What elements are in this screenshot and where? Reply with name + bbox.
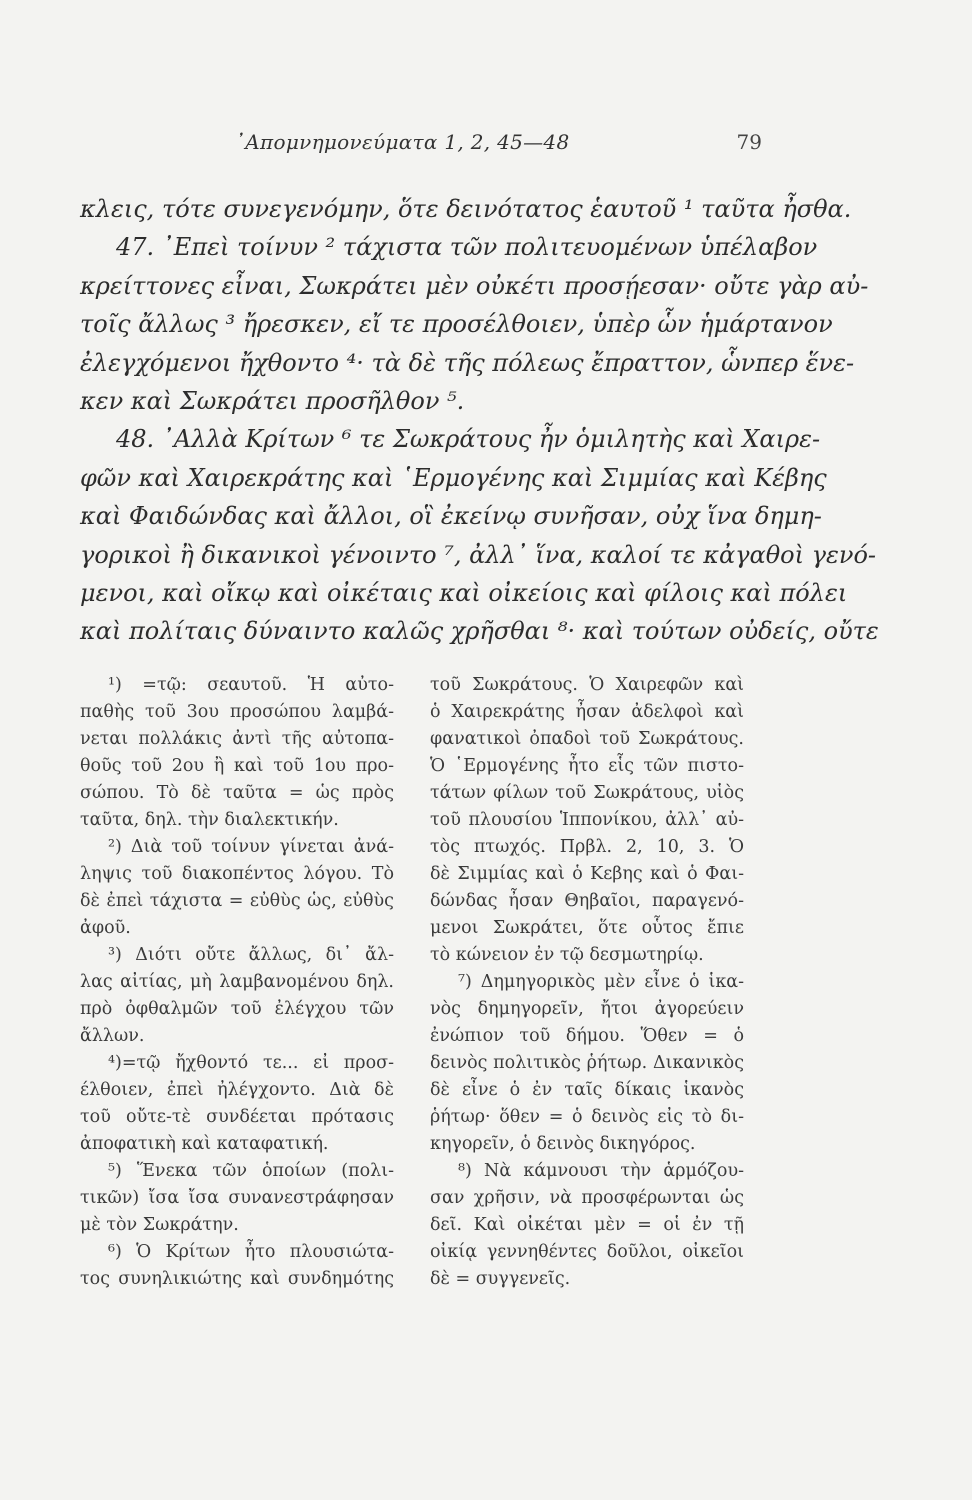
footnote-line: δὲ ἐπεὶ τάχιστα = εὐθὺς ὡς, εὐθὺς [80, 891, 394, 911]
footnote-line: παθὴς τοῦ 3ου προσώπου λαμβά- [80, 702, 394, 722]
footnote-line: νεται πολλάκις ἀντὶ τῆς αὐτοπα- [80, 729, 394, 749]
main-text-line: μενοι, καὶ οἴκῳ καὶ οἰκέταις καὶ οἰκείοις καὶ φίλοις καὶ πόλει [80, 578, 848, 607]
footnotes-left-column [80, 672, 394, 1293]
footnote-line: σαν χρῆσιν, νὰ προσφέρωνται ὡς [430, 1188, 744, 1208]
main-text-line: καὶ Φαιδώνδας καὶ ἄλλοι, οἳ ἐκείνῳ συνῆσαν, οὐχ ἵνα δημη- [80, 502, 822, 531]
footnote-line: δὲ = συγγενεῖς. [430, 1269, 571, 1289]
footnote-line: έλθοιεν, ἐπεὶ ἠλέγχοντο. Διὰ δὲ [80, 1080, 394, 1100]
footnote-line: σώπου. Τὸ δὲ ταῦτα = ὡς πρὸς [80, 783, 394, 803]
footnote-line: θοῦς τοῦ 2ου ἢ καὶ τοῦ 1ου προ- [80, 756, 394, 776]
footnote-line: ⁸) Νὰ κάμνουσι τὴν ἁρμόζου- [458, 1161, 744, 1181]
footnote-line: ταῦτα, δηλ. τὴν διαλεκτικήν. [80, 810, 339, 830]
footnote-line: ¹) =τῷ: σεαυτοῦ. Ἡ αὐτο- [108, 675, 394, 695]
footnote-line: ὁ Χαιρεκράτης ἦσαν ἀδελφοὶ καὶ [430, 702, 744, 722]
page-number: 79 [736, 130, 762, 154]
footnote-line: δεῖ. Καὶ οἰκέται μὲν = οἱ ἐν τῇ [430, 1215, 744, 1235]
footnote-line: οἰκίᾳ γεννηθέντες δοῦλοι, οἰκεῖοι [430, 1242, 744, 1262]
footnote-line: τικῶν) ἴσα ἴσα συνανεστράφησαν [80, 1188, 394, 1208]
footnote-line: ἀφοῦ. [80, 918, 131, 938]
footnote-line: μενοι Σωκράτει, ὅτε οὗτος ἔπιε [430, 918, 744, 938]
footnote-line: κηγορεῖν, ὁ δεινὸς δικηγόρος. [430, 1134, 696, 1154]
footnote-line: δὲ εἶνε ὁ ἐν ταῖς δίκαις ἱκανὸς [430, 1080, 744, 1100]
footnote-line: ῥήτωρ· ὅθεν = ὁ δεινὸς εἰς τὸ δι- [430, 1107, 744, 1127]
main-text-line: 48. ᾽Αλλὰ Κρίτων ⁶ τε Σωκράτους ἦν ὁμιλητὴς καὶ Χαιρε- [116, 425, 821, 454]
footnote-line: ²) Διὰ τοῦ τοίνυν γίνεται ἀνά- [108, 837, 394, 857]
footnote-line: τοῦ οὔτε-τὲ συνδέεται πρότασις [80, 1107, 394, 1127]
footnote-line: δώνδας ἦσαν Θηβαῖοι, παραγενό- [430, 891, 744, 911]
footnote-line: πρὸ ὀφθαλμῶν τοῦ ἐλέγχου τῶν [80, 999, 394, 1019]
footnote-line: τάτων φίλων τοῦ Σωκράτους, υἱὸς [430, 783, 744, 803]
main-text-line: 47. ᾽Επεὶ τοίνυν ² τάχιστα τῶν πολιτευομένων ὑπέλαβον [116, 233, 818, 262]
footnote-line: μὲ τὸν Σωκράτην. [80, 1215, 239, 1235]
footnote-line: δὲ Σιμμίας καὶ ὁ Κεβης καὶ ὁ Φαι- [430, 864, 744, 884]
footnote-line: ⁶) Ὁ Κρίτων ἦτο πλουσιώτα- [108, 1242, 394, 1262]
running-head [80, 130, 762, 160]
main-text-line: κεν καὶ Σωκράτει προσῆλθον ⁵. [80, 386, 465, 415]
main-text-line: ἐλεγχόμενοι ἤχθοντο ⁴· τὰ δὲ τῆς πόλεως ἔπραττον, ὧνπερ ἕνε- [80, 348, 855, 377]
footnote-line: ἀποφατικὴ καὶ καταφατική. [80, 1134, 329, 1154]
footnote-line: δεινὸς πολιτικὸς ῥήτωρ. Δικανικὸς [430, 1053, 744, 1073]
main-text-line: τοῖς ἄλλως ³ ἤρεσκεν, εἴ τε προσέλθοιεν, ὑπὲρ ὧν ἡμάρτανον [80, 310, 833, 339]
running-head-title: ᾽Απομνημονεύματα 1, 2, 45—48 [235, 130, 570, 154]
footnote-line: νὸς δημηγορεῖν, ἤτοι ἀγορεύειν [430, 999, 744, 1019]
footnotes [80, 672, 764, 1312]
footnote-line: Ὁ ῾Ερμογένης ἦτο εἷς τῶν πιστο- [430, 756, 744, 776]
footnotes-right-column [430, 672, 744, 1293]
footnote-line: τος συνηλικιώτης καὶ συνδημότης [80, 1269, 394, 1289]
main-text-line: κλεις, τότε συνεγενόμην, ὅτε δεινότατος ἑαυτοῦ ¹ ταῦτα ἦσθα. [80, 195, 852, 223]
footnote-line: φανατικοὶ ὀπαδοὶ τοῦ Σωκράτους. [430, 729, 744, 749]
footnote-line: ἄλλων. [80, 1026, 145, 1046]
footnote-line: τοῦ πλουσίου Ἱππονίκου, ἀλλ᾽ αὐ- [430, 810, 744, 830]
main-text [80, 190, 879, 651]
footnote-line: τὸ κώνειον ἐν τῷ δεσμωτηρίῳ. [430, 945, 704, 965]
main-text-line: γορικοὶ ἢ δικανικοὶ γένοιντο ⁷, ἀλλ᾽ ἵνα, καλοί τε κἀγαθοὶ γενό- [80, 540, 877, 569]
main-text-line: καὶ πολίταις δύναιντο καλῶς χρῆσθαι ⁸· καὶ τούτων οὐδείς, οὔτε [80, 617, 879, 646]
footnote-line: ⁷) Δημηγορικὸς μὲν εἶνε ὁ ἱκα- [458, 972, 744, 992]
footnote-line: τὸς πτωχός. Πρβλ. 2, 10, 3. Ὁ [430, 837, 744, 857]
footnote-line: τοῦ Σωκράτους. Ὁ Χαιρεφῶν καὶ [430, 675, 744, 695]
main-text-line: κρείττονες εἶναι, Σωκράτει μὲν οὐκέτι προσῄεσαν· οὔτε γὰρ αὐ- [80, 271, 869, 300]
footnote-line: ³) Διότι οὔτε ἄλλως, δι᾽ ἄλ- [108, 945, 394, 965]
footnote-line: ⁴)=τῷ ἤχθοντό τε... εἰ προσ- [108, 1053, 394, 1073]
footnote-line: λας αἰτίας, μὴ λαμβανομένου δηλ. [80, 972, 394, 992]
footnote-line: ἐνώπιον τοῦ δήμου. Ὅθεν = ὁ [430, 1026, 744, 1046]
footnote-line: ληψις τοῦ διακοπέντος λόγου. Τὸ [80, 864, 394, 884]
main-text-line: φῶν καὶ Χαιρεκράτης καὶ ῾Ερμογένης καὶ Σιμμίας καὶ Κέβης [80, 463, 827, 492]
footnote-line: ⁵) Ἕνεκα τῶν ὁποίων (πολι- [108, 1161, 394, 1181]
